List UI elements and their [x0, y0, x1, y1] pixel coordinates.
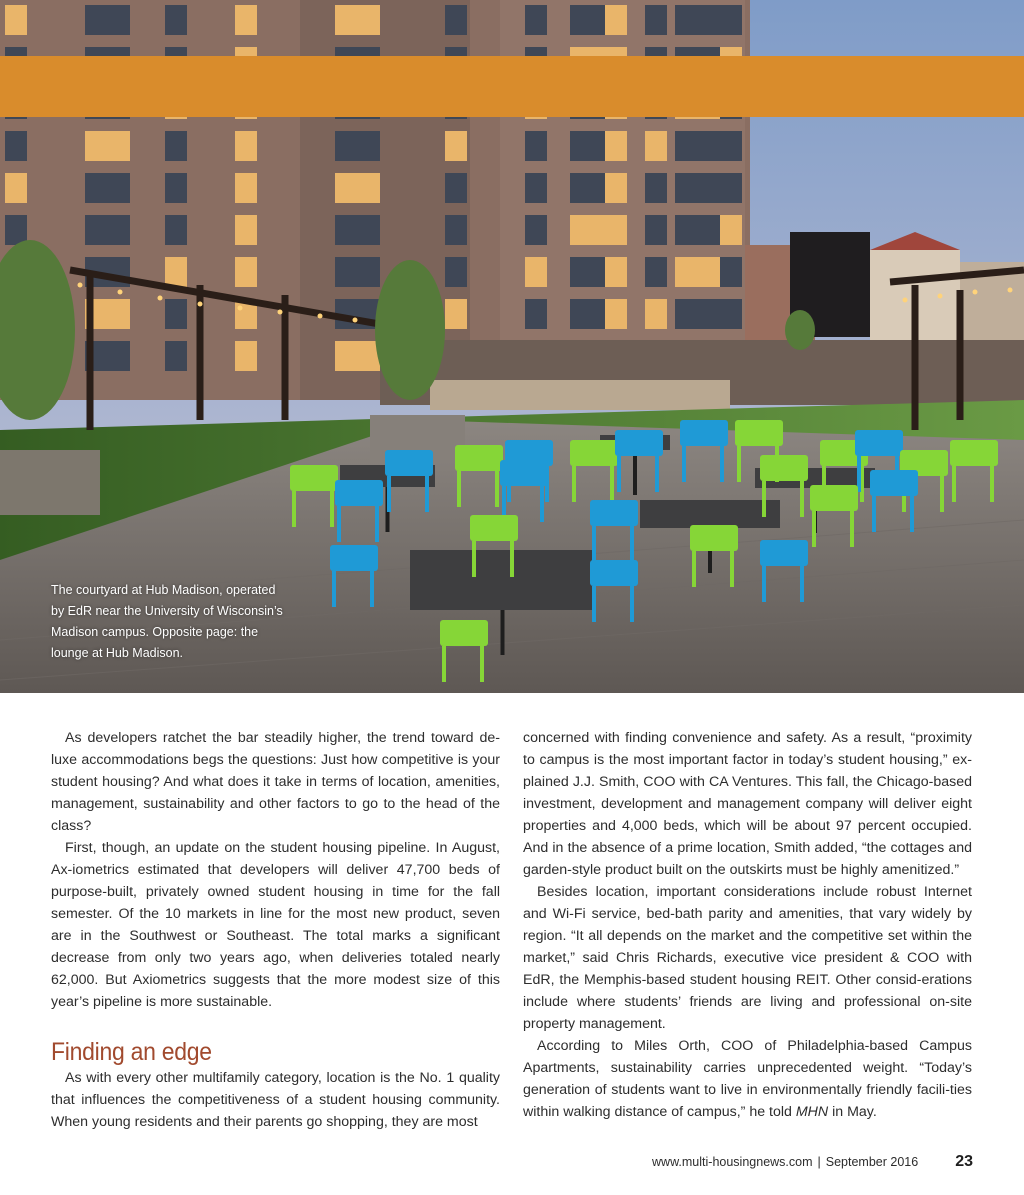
window: [525, 173, 547, 203]
article-column-left: [51, 727, 500, 1133]
window: [645, 131, 667, 161]
window: [675, 173, 720, 203]
article-paragraph: As developers ratchet the bar steadily higher, the trend toward de-luxe accommodations begs the questions: Just how competitive is your student housing? And what does it take in terms of location, amenities, management, sustainability and other factors to go to the head of the class?: [51, 730, 500, 834]
article-paragraph: concerned with finding convenience and safety. As a result, “proximity to campus is the most important factor in today’s student housing,” ex-plained J.J. Smith, COO with CA Ventures. This fall, the Chicago-based investment, development and management company will deliver eight properties and 4,000 beds, which will be about 97 percent occupied. And in the absence of a prime location, Smith added, “the cottages and garden-style product built on the outskirts must be highly amenitized.”: [523, 730, 972, 878]
window: [165, 299, 187, 329]
window: [335, 131, 380, 161]
window: [5, 215, 27, 245]
window: [675, 215, 720, 245]
window: [85, 131, 130, 161]
page-number: 23: [955, 1153, 973, 1170]
footer-issue: September 2016: [825, 1155, 919, 1169]
window: [165, 257, 187, 287]
caption-line: Madison campus. Opposite page: the: [51, 625, 259, 639]
window: [85, 173, 130, 203]
window: [445, 257, 467, 287]
photo-caption: [51, 580, 301, 664]
window: [335, 5, 380, 35]
window: [720, 299, 742, 329]
window: [85, 215, 130, 245]
window: [645, 257, 667, 287]
window: [645, 173, 667, 203]
window: [525, 257, 547, 287]
window: [525, 131, 547, 161]
window: [235, 215, 257, 245]
window: [165, 341, 187, 371]
publication-name: MHN: [795, 1104, 829, 1120]
window: [235, 257, 257, 287]
table-top: [410, 550, 595, 610]
article-paragraph: [523, 1035, 972, 1123]
window: [335, 257, 380, 287]
window: [5, 131, 27, 161]
window: [165, 173, 187, 203]
window: [605, 215, 627, 245]
window: [675, 257, 720, 287]
window: [675, 131, 720, 161]
window: [165, 5, 187, 35]
window: [525, 215, 547, 245]
window: [235, 5, 257, 35]
window: [605, 173, 627, 203]
window: [165, 131, 187, 161]
section-heading: Finding an edge: [51, 1038, 212, 1066]
window: [720, 215, 742, 245]
footer-url: www.multi-housingnews.com: [652, 1155, 813, 1169]
window: [605, 257, 627, 287]
window: [720, 257, 742, 287]
caption-line: lounge at Hub Madison.: [51, 646, 184, 660]
window: [335, 173, 380, 203]
window: [235, 131, 257, 161]
window: [445, 215, 467, 245]
footer-separator: |: [817, 1155, 821, 1169]
orange-band: [0, 56, 1024, 117]
window: [675, 5, 720, 35]
window: [645, 215, 667, 245]
window: [525, 5, 547, 35]
article-paragraph: Besides location, important considerations include robust Internet and Wi-Fi service, bed-bath parity and amenities, that vary widely by region. “It all depends on the market and the competitive set within the market,” said Chris Richards, executive vice president & COO with EdR, the Memphis-based student housing REIT. Other consid-erations include where students’ friends are living and professional on-site property management.: [523, 884, 972, 1032]
window: [445, 131, 467, 161]
window: [605, 5, 627, 35]
article-column-right: [523, 727, 972, 1123]
window: [645, 299, 667, 329]
paragraph-text: in May.: [828, 1104, 877, 1120]
caption-line: by EdR near the University of Wisconsin’s: [51, 604, 283, 618]
window: [645, 5, 667, 35]
window: [720, 173, 742, 203]
window: [525, 299, 547, 329]
window: [605, 131, 627, 161]
window: [85, 5, 130, 35]
window: [720, 131, 742, 161]
window: [445, 299, 467, 329]
window: [720, 5, 742, 35]
page-footer: [652, 1153, 973, 1171]
table-top: [640, 500, 780, 528]
paragraph-text: According to Miles Orth, COO of Philadelphia-based Campus Apartments, sustainability carries unprecedented weight. “Today’s generation of students want to live in environmentally friendly facili-ties within walking distance of campus,” he told: [523, 1038, 972, 1120]
window: [235, 341, 257, 371]
caption-line: The courtyard at Hub Madison, operated: [51, 583, 276, 597]
window: [5, 173, 27, 203]
window: [445, 5, 467, 35]
window: [335, 341, 380, 371]
window: [445, 173, 467, 203]
window: [335, 215, 380, 245]
article-paragraph: First, though, an update on the student housing pipeline. In August, Ax-iometrics estimated that developers will deliver 47,700 beds of purpose-built, privately owned student housing in time for the fall semester. Of the 10 markets in line for the most new product, seven are in the Southwest or Southeast. The total marks a significant decrease from only two years ago, when deliveries totaled nearly 62,000. But Axiometrics suggests that the more modest size of this year’s pipeline is more sustainable.: [51, 840, 500, 1010]
window: [165, 215, 187, 245]
window: [5, 5, 27, 35]
window: [675, 299, 720, 329]
window: [235, 173, 257, 203]
article-paragraph: As with every other multifamily category, location is the No. 1 quality that influences the competitiveness of a student housing community. When young residents and their parents go shopping, they are most: [51, 1070, 500, 1130]
window: [605, 299, 627, 329]
